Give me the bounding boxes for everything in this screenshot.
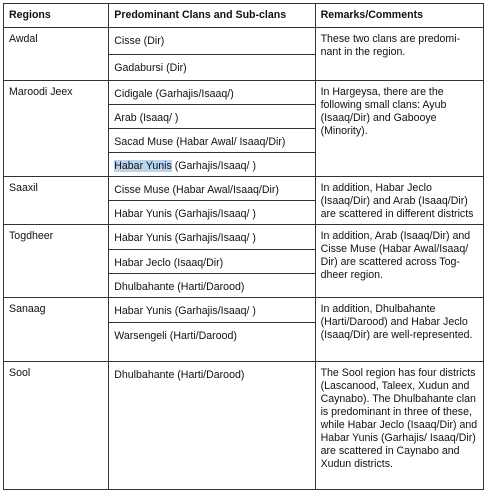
table-row [4,362,484,490]
region-cell: Awdal [4,28,109,81]
table-row [4,225,484,250]
table-header-row [4,4,484,28]
remark-cell: In addition, Dhulbahante (Harti/Darood) and Habar Jeclo (Isaaq/Dir) are well-represented. [315,298,483,362]
table-row [4,28,484,55]
region-cell: Maroodi Jeex [4,81,109,177]
clan-cell: Cisse (Dir) [109,28,315,55]
clan-cell: Cidigale (Garhajis/Isaaq/) [109,81,315,105]
region-cell: Sanaag [4,298,109,362]
clan-cell: Habar Yunis (Garhajis/Isaaq/ ) [109,225,315,250]
clan-cell-rest: (Garhajis/Isaaq/ ) [171,160,256,172]
header-regions: Regions [4,4,109,28]
table-row [4,81,484,105]
clan-cell: Warsengeli (Harti/Darood) [109,323,315,362]
header-clans: Predominant Clans and Sub-clans [109,4,315,28]
table-row [4,177,484,201]
clan-cell: Gadabursi (Dir) [109,55,315,81]
clan-cell: Cisse Muse (Habar Awal/Isaaq/Dir) [109,177,315,201]
clan-cell: Arab (Isaaq/ ) [109,105,315,129]
text-selection-highlight[interactable]: Habar Yunis [114,160,172,172]
remark-cell: These two clans are predomi-nant in the region. [315,28,483,81]
region-cell: Saaxil [4,177,109,225]
remark-cell: The Sool region has four districts (Lascanood, Taleex, Xudun and Caynabo). The Dhulbahante clan is predominant in three of these, while Habar Jeclo (Isaaq/Dir) and Habar Yunis (Garhajis/ Isaaq/Dir) are scattered in Caynabo and Xudun districts. [315,362,483,490]
clan-cell: Sacad Muse (Habar Awal/ Isaaq/Dir) [109,129,315,153]
clan-cell-highlighted [109,153,315,177]
header-remarks: Remarks/Comments [315,4,483,28]
region-cell: Sool [4,362,109,490]
remark-cell: In addition, Habar Jeclo (Isaaq/Dir) and Arab (Isaaq/Dir) are scattered in different districts [315,177,483,225]
clans-table [3,3,484,490]
region-cell: Togdheer [4,225,109,298]
clan-cell: Habar Yunis (Garhajis/Isaaq/ ) [109,298,315,323]
clan-cell: Dhulbahante (Harti/Darood) [109,274,315,298]
remark-cell: In addition, Arab (Isaaq/Dir) and Cisse Muse (Habar Awal/Isaaq/ Dir) are scattered across Tog-dheer region. [315,225,483,298]
clan-cell: Dhulbahante (Harti/Darood) [109,362,315,490]
clan-cell: Habar Jeclo (Isaaq/Dir) [109,250,315,274]
clan-cell: Habar Yunis (Garhajis/Isaaq/ ) [109,201,315,225]
table-row [4,298,484,323]
remark-cell: In Hargeysa, there are the following small clans: Ayub (Isaaq/Dir) and Gabooye (Minority). [315,81,483,177]
